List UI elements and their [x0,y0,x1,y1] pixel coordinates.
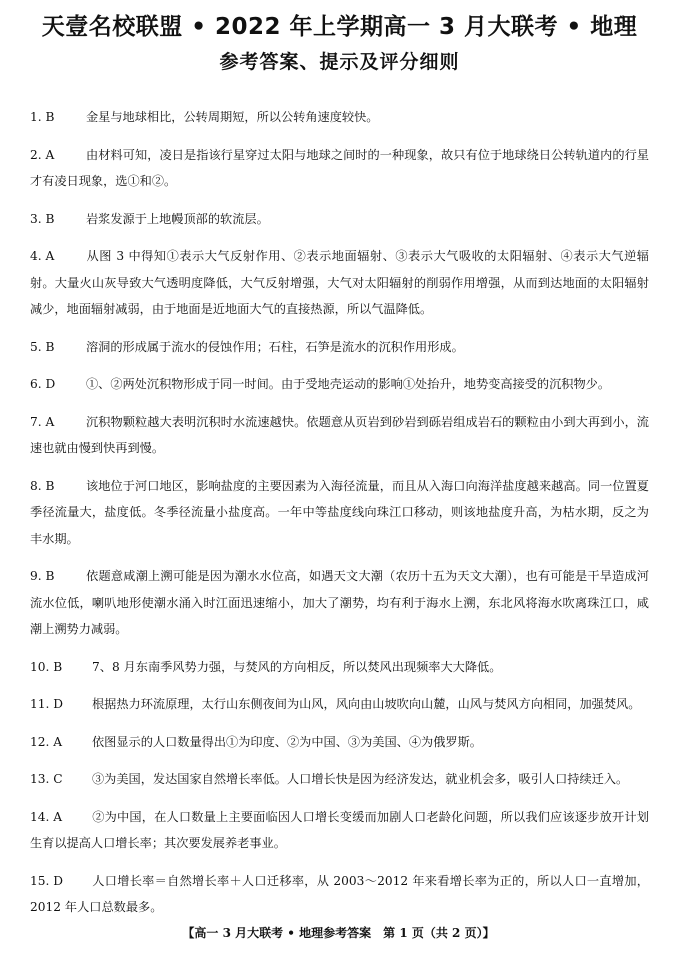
answer-item [30,868,649,921]
answer-text: 该地位于河口地区，影响盐度的主要因素为入海径流量，而且从入海口向海洋盐度越来越高。同一位置夏季径流量大，盐度低。冬季径流量小盐度高。一年中等盐度线向珠江口移动，则该地盐度升高，为枯水期，反之为丰水期。 [30,478,649,546]
answer-text: 由材料可知，凌日是指该行星穿过太阳与地球之间时的一种现象，故只有位于地球绕日公转轨道内的行星才有凌日现象，选①和②。 [30,147,649,188]
answer-number: 11. D [30,697,64,711]
answer-number: 3. B [30,211,55,226]
answer-text: ③为美国，发达国家自然增长率低。人口增长快是因为经济发达，就业机会多，吸引人口持续迁入。 [92,772,629,786]
page-footer: 【高一 3 月大联考 • 地理参考答案 第 1 页（共 2 页）】 [182,926,495,940]
answer-item [30,371,649,398]
answer-item [30,804,649,857]
answer-text: 根据热力环流原理，太行山东侧夜间为山风，风向由山坡吹向山麓，山风与焚风方向相同，加强焚风。 [92,697,641,711]
answer-text: 沉积物颗粒越大表明沉积时水流速越快。依题意从页岩到砂岩到砾岩组成岩石的颗粒由小到大再到小，流速也就由慢到快再到慢。 [30,414,649,455]
answer-number: 7. A [30,414,55,429]
answer-number: 10. B [30,659,63,674]
answer-number: 12. A [30,734,63,749]
answer-item [30,206,649,233]
answer-item [30,334,649,361]
answer-item [30,473,649,553]
answer-number: 5. B [30,339,55,354]
answer-item [30,691,649,718]
page-title: 天壹名校联盟 • 2022 年上学期高一 3 月大联考 • 地理 [41,14,638,40]
page-subtitle: 参考答案、提示及评分细则 [219,51,460,73]
answer-number: 13. C [30,772,63,786]
answer-text: 依图显示的人口数量得出①为印度、②为中国、③为美国、④为俄罗斯。 [92,734,482,749]
answer-text: 人口增长率＝自然增长率＋人口迁移率，从 2003～2012 年来看增长率为正的，所以人口一直增加，2012 年人口总数最多。 [30,873,649,914]
answer-number: 14. A [30,809,63,824]
answer-item [30,766,649,793]
answer-text: ②为中国，在人口数量上主要面临因人口增长变缓而加剧人口老龄化问题，所以我们应该逐步放开计划生育以提高人口增长率；其次要发展养老事业。 [30,809,649,850]
answer-item [30,142,649,195]
answer-item [30,243,649,323]
answer-number: 4. A [30,249,55,263]
answer-number: 15. D [30,873,64,888]
answer-number: 9. B [30,569,55,583]
answer-text: 7、8 月东南季风势力强，与焚风的方向相反，所以焚风出现频率大大降低。 [92,659,502,674]
answer-number: 2. A [30,147,55,162]
answer-number: 6. D [30,377,56,391]
answer-number: 8. B [30,478,55,493]
answer-text: 依题意咸潮上溯可能是因为潮水水位高，如遇天文大潮（农历十五为天文大潮），也有可能是干旱造成河流水位低，喇叭地形使潮水涌入时江面迅速缩小，加大了潮势，均有利于海水上溯，东北风将海水吹离珠江口，咸潮上溯势力减弱。 [30,569,649,636]
answer-item [30,409,649,462]
answer-item [30,104,649,131]
answer-text: ①、②两处沉积物形成于同一时间。由于受地壳运动的影响①处抬升，地势变高接受的沉积物少。 [86,377,611,391]
answer-item [30,729,649,756]
answer-number: 1. B [30,110,55,124]
answer-text: 从图 3 中得知①表示大气反射作用、②表示地面辐射、③表示大气吸收的太阳辐射、④表示大气逆辐射。大量火山灰导致大气透明度降低，大气反射增强，大气对太阳辐射的削弱作用增强，从而到达地面的太阳辐射减少，地面辐射减弱，由于地面是近地面大气的直接热源，所以气温降低。 [30,249,649,316]
answer-text: 溶洞的形成属于流水的侵蚀作用；石柱，石笋是流水的沉积作用形成。 [86,339,464,354]
answer-list [30,104,649,921]
answer-item [30,654,649,681]
answer-item [30,563,649,643]
answer-text: 岩浆发源于上地幔顶部的软流层。 [86,211,269,226]
answer-text: 金星与地球相比，公转周期短，所以公转角速度较快。 [86,110,379,124]
